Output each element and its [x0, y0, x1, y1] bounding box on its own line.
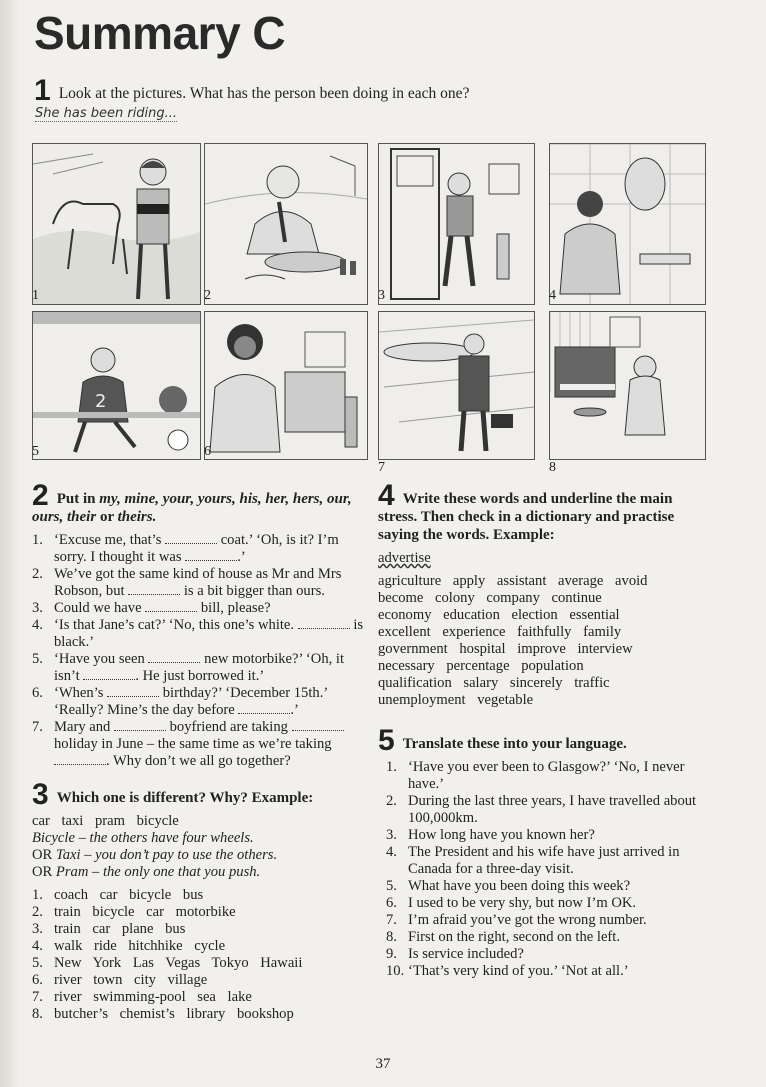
- blank: [114, 719, 166, 731]
- item-number: 4.: [32, 617, 43, 633]
- blank: [298, 617, 350, 629]
- picture-number: 5: [32, 444, 39, 459]
- page-edge-shadow: [0, 0, 18, 1087]
- item-text: birthday?’ ‘December 15th.’ ‘Really? Mine’s the day before: [54, 685, 328, 718]
- item-number: 5.: [386, 878, 397, 894]
- exercise-5: [378, 724, 712, 980]
- list-item: [32, 532, 364, 566]
- item-number: 3.: [32, 600, 43, 616]
- blank: [292, 719, 344, 731]
- list-item: [386, 912, 712, 929]
- picture-number: 2: [204, 288, 211, 303]
- item-number: 7.: [32, 719, 43, 735]
- list-item: [32, 989, 364, 1006]
- list-item: [386, 878, 712, 895]
- item-text: train bicycle car motorbike: [54, 904, 236, 920]
- item-number: 5.: [32, 651, 43, 667]
- exercise-number: 2: [32, 479, 49, 512]
- list-item: [32, 617, 364, 651]
- exercise-3-instruction: [32, 778, 364, 811]
- picture-7-flying: [378, 311, 535, 460]
- example-answer: [32, 864, 364, 881]
- example-answer: [32, 847, 364, 864]
- list-item: [386, 946, 712, 963]
- exercise-4-instruction: [378, 479, 712, 544]
- item-text: . He just borrowed it.’: [135, 668, 265, 684]
- picture-number: 6: [204, 444, 211, 459]
- item-number: 6.: [386, 895, 397, 911]
- item-text: ‘Excuse me, that’s: [54, 532, 166, 548]
- example-word-text: advertise: [378, 550, 431, 566]
- item-number: 2.: [32, 566, 43, 582]
- example-answer: [32, 830, 364, 847]
- item-text: boyfriend are taking: [165, 719, 292, 735]
- picture-number: 8: [549, 460, 556, 475]
- word-line: agriculture apply assistant average avoid: [378, 573, 648, 589]
- word-line: necessary percentage population: [378, 658, 584, 674]
- item-number: 7.: [32, 989, 43, 1005]
- list-item: [386, 793, 712, 827]
- item-text: How long have you known her?: [408, 827, 595, 843]
- word-line: qualification salary sincerely traffic: [378, 675, 610, 691]
- picture-number: 7: [378, 460, 385, 475]
- word-line: economy education election essential: [378, 607, 620, 623]
- item-text: New York Las Vegas Tokyo Hawaii: [54, 955, 303, 971]
- item-number: 4.: [32, 938, 43, 954]
- list-item: [32, 685, 364, 719]
- picture-number: 3: [378, 288, 385, 303]
- item-text: holiday in June – the same time as we’re taking: [54, 736, 332, 752]
- item-text: We’ve got the same kind of house as Mr and Mrs Robson, but: [54, 566, 342, 599]
- list-item: [32, 938, 364, 955]
- list-item: [386, 844, 712, 878]
- item-text: ‘Have you seen: [54, 651, 149, 667]
- exercise-number: 3: [32, 778, 49, 811]
- list-item: [386, 929, 712, 946]
- blank: [165, 532, 217, 544]
- exercise-number: 4: [378, 479, 395, 512]
- exercise-number: 1: [34, 74, 51, 107]
- exercise-2-list: [32, 532, 364, 770]
- item-text: ‘That’s very kind of you.’ ‘Not at all.’: [408, 963, 629, 979]
- list-item: [32, 904, 364, 921]
- item-text: ‘Have you ever been to Glasgow?’ ‘No, I never have.’: [408, 759, 685, 792]
- list-item: [32, 1006, 364, 1023]
- blank: [148, 651, 200, 663]
- item-number: 3.: [386, 827, 397, 843]
- item-text: ‘When’s: [54, 685, 108, 701]
- item-text: is black.’: [54, 617, 364, 650]
- example-words: car taxi pram bicycle: [32, 813, 179, 829]
- item-number: 4.: [386, 844, 397, 860]
- list-item: [32, 651, 364, 685]
- list-item: [32, 566, 364, 600]
- blank: [128, 583, 180, 595]
- blank: [54, 753, 106, 765]
- item-text: new motorbike?’ ‘Oh, it isn’t: [54, 651, 345, 684]
- blank: [145, 600, 197, 612]
- answer-text: Taxi – you don’t pay to use the others.: [55, 847, 278, 863]
- item-text: walk ride hitchhike cycle: [54, 938, 226, 954]
- exercise-3-list: [32, 887, 364, 1023]
- item-text: coach car bicycle bus: [54, 887, 204, 903]
- exercise-5-instruction: [378, 724, 712, 757]
- blank: [107, 685, 159, 697]
- exercise-3: [32, 778, 364, 1023]
- word-line: government hospital improve interview: [378, 641, 633, 657]
- blank: [83, 668, 135, 680]
- item-text: .’: [237, 549, 246, 565]
- item-number: 7.: [386, 912, 397, 928]
- list-item: [32, 921, 364, 938]
- item-number: 8.: [386, 929, 397, 945]
- item-number: 10.: [386, 963, 405, 979]
- item-number: 1.: [32, 532, 43, 548]
- exercise-5-list: [378, 759, 712, 980]
- svg-text:2: 2: [95, 391, 107, 412]
- picture-number: 4: [549, 288, 556, 303]
- item-text: bill, please?: [197, 600, 271, 616]
- blank: [238, 702, 290, 714]
- item-text: river town city village: [54, 972, 208, 988]
- item-number: 1.: [32, 887, 43, 903]
- instruction-text: Translate these into your language.: [402, 736, 627, 752]
- instruction-text: Write these words and underline the main stress. Then check in a dictionary and practise saying the words. Example:: [378, 491, 675, 543]
- page-number: 37: [375, 1056, 391, 1072]
- word-line: unemployment vegetable: [378, 692, 534, 708]
- picture-2-eating: [204, 143, 368, 305]
- item-text: ‘Is that Jane’s cat?’ ‘No, this one’s white.: [54, 617, 298, 633]
- list-item: [386, 963, 712, 980]
- exercise-number: 5: [378, 724, 395, 757]
- exercise-1-instruction: [34, 74, 469, 108]
- item-number: 2.: [32, 904, 43, 920]
- example-word: [378, 550, 712, 567]
- picture-5-playing-football: [32, 311, 201, 460]
- picture-1-riding: [32, 143, 201, 305]
- item-number: 3.: [32, 921, 43, 937]
- list-item: [32, 955, 364, 972]
- answer-prefix: OR: [32, 847, 56, 863]
- answer-prefix: OR: [32, 864, 56, 880]
- list-item: [32, 887, 364, 904]
- instruction-text: Which one is different? Why? Example:: [56, 790, 314, 806]
- item-text: is a bit bigger than ours.: [180, 583, 325, 599]
- item-text: What have you been doing this week?: [408, 878, 631, 894]
- item-text: Mary and: [54, 719, 114, 735]
- example-text: She has been riding: [35, 106, 165, 121]
- exercise-2: [32, 479, 364, 770]
- picture-3-walking: [378, 143, 535, 305]
- item-number: 8.: [32, 1006, 43, 1022]
- list-item: [32, 972, 364, 989]
- picture-4-washing: [549, 143, 706, 305]
- item-number: 2.: [386, 793, 397, 809]
- instruction-text: Look at the pictures. What has the person been doing in each one?: [58, 85, 470, 102]
- item-text: Could we have: [54, 600, 146, 616]
- item-number: 5.: [32, 955, 43, 971]
- page-title: Summary C: [34, 7, 286, 59]
- item-text: Is service included?: [408, 946, 524, 962]
- answer-text: Bicycle – the others have four wheels.: [32, 830, 254, 846]
- handwritten-example: She has been riding...: [35, 106, 178, 121]
- item-text: During the last three years, I have travelled about 100,000km.: [408, 793, 697, 826]
- item-number: 9.: [386, 946, 397, 962]
- item-text: I’m afraid you’ve got the wrong number.: [408, 912, 647, 928]
- item-text: The President and his wife have just arrived in Canada for a three-day visit.: [408, 844, 680, 877]
- item-text: .’: [290, 702, 299, 718]
- blank: [185, 549, 237, 561]
- word-line: excellent experience faithfully family: [378, 624, 622, 640]
- word-line: become colony company continue: [378, 590, 602, 606]
- item-number: 6.: [32, 685, 43, 701]
- item-text: I used to be very shy, but now I’m OK.: [408, 895, 637, 911]
- item-text: First on the right, second on the left.: [408, 929, 620, 945]
- item-text: river swimming-pool sea lake: [54, 989, 252, 1005]
- item-text: coat.’ ‘Oh, is it? I’m sorry. I thought it was: [54, 532, 339, 565]
- instruction-words: my, mine, your, yours, his, her, hers, our, ours, their: [32, 491, 352, 525]
- item-number: 6.: [32, 972, 43, 988]
- exercise-2-instruction: [32, 479, 364, 526]
- item-text: . Why don’t we all go together?: [106, 753, 291, 769]
- list-item: [386, 827, 712, 844]
- instruction-text: or: [99, 509, 114, 525]
- picture-number: 1: [32, 288, 39, 303]
- list-item: [386, 759, 712, 793]
- list-item: [32, 600, 364, 617]
- item-text: butcher’s chemist’s library bookshop: [54, 1006, 294, 1022]
- item-number: 1.: [386, 759, 397, 775]
- picture-6-shopping: [204, 311, 368, 460]
- list-item: [386, 895, 712, 912]
- instruction-text: Put in: [56, 491, 96, 507]
- answer-text: Pram – the only one that you push.: [55, 864, 261, 880]
- exercise-4: [378, 479, 712, 709]
- instruction-words: theirs.: [117, 509, 157, 525]
- item-text: train car plane bus: [54, 921, 186, 937]
- picture-8-playing-piano: [549, 311, 706, 460]
- list-item: [32, 719, 364, 770]
